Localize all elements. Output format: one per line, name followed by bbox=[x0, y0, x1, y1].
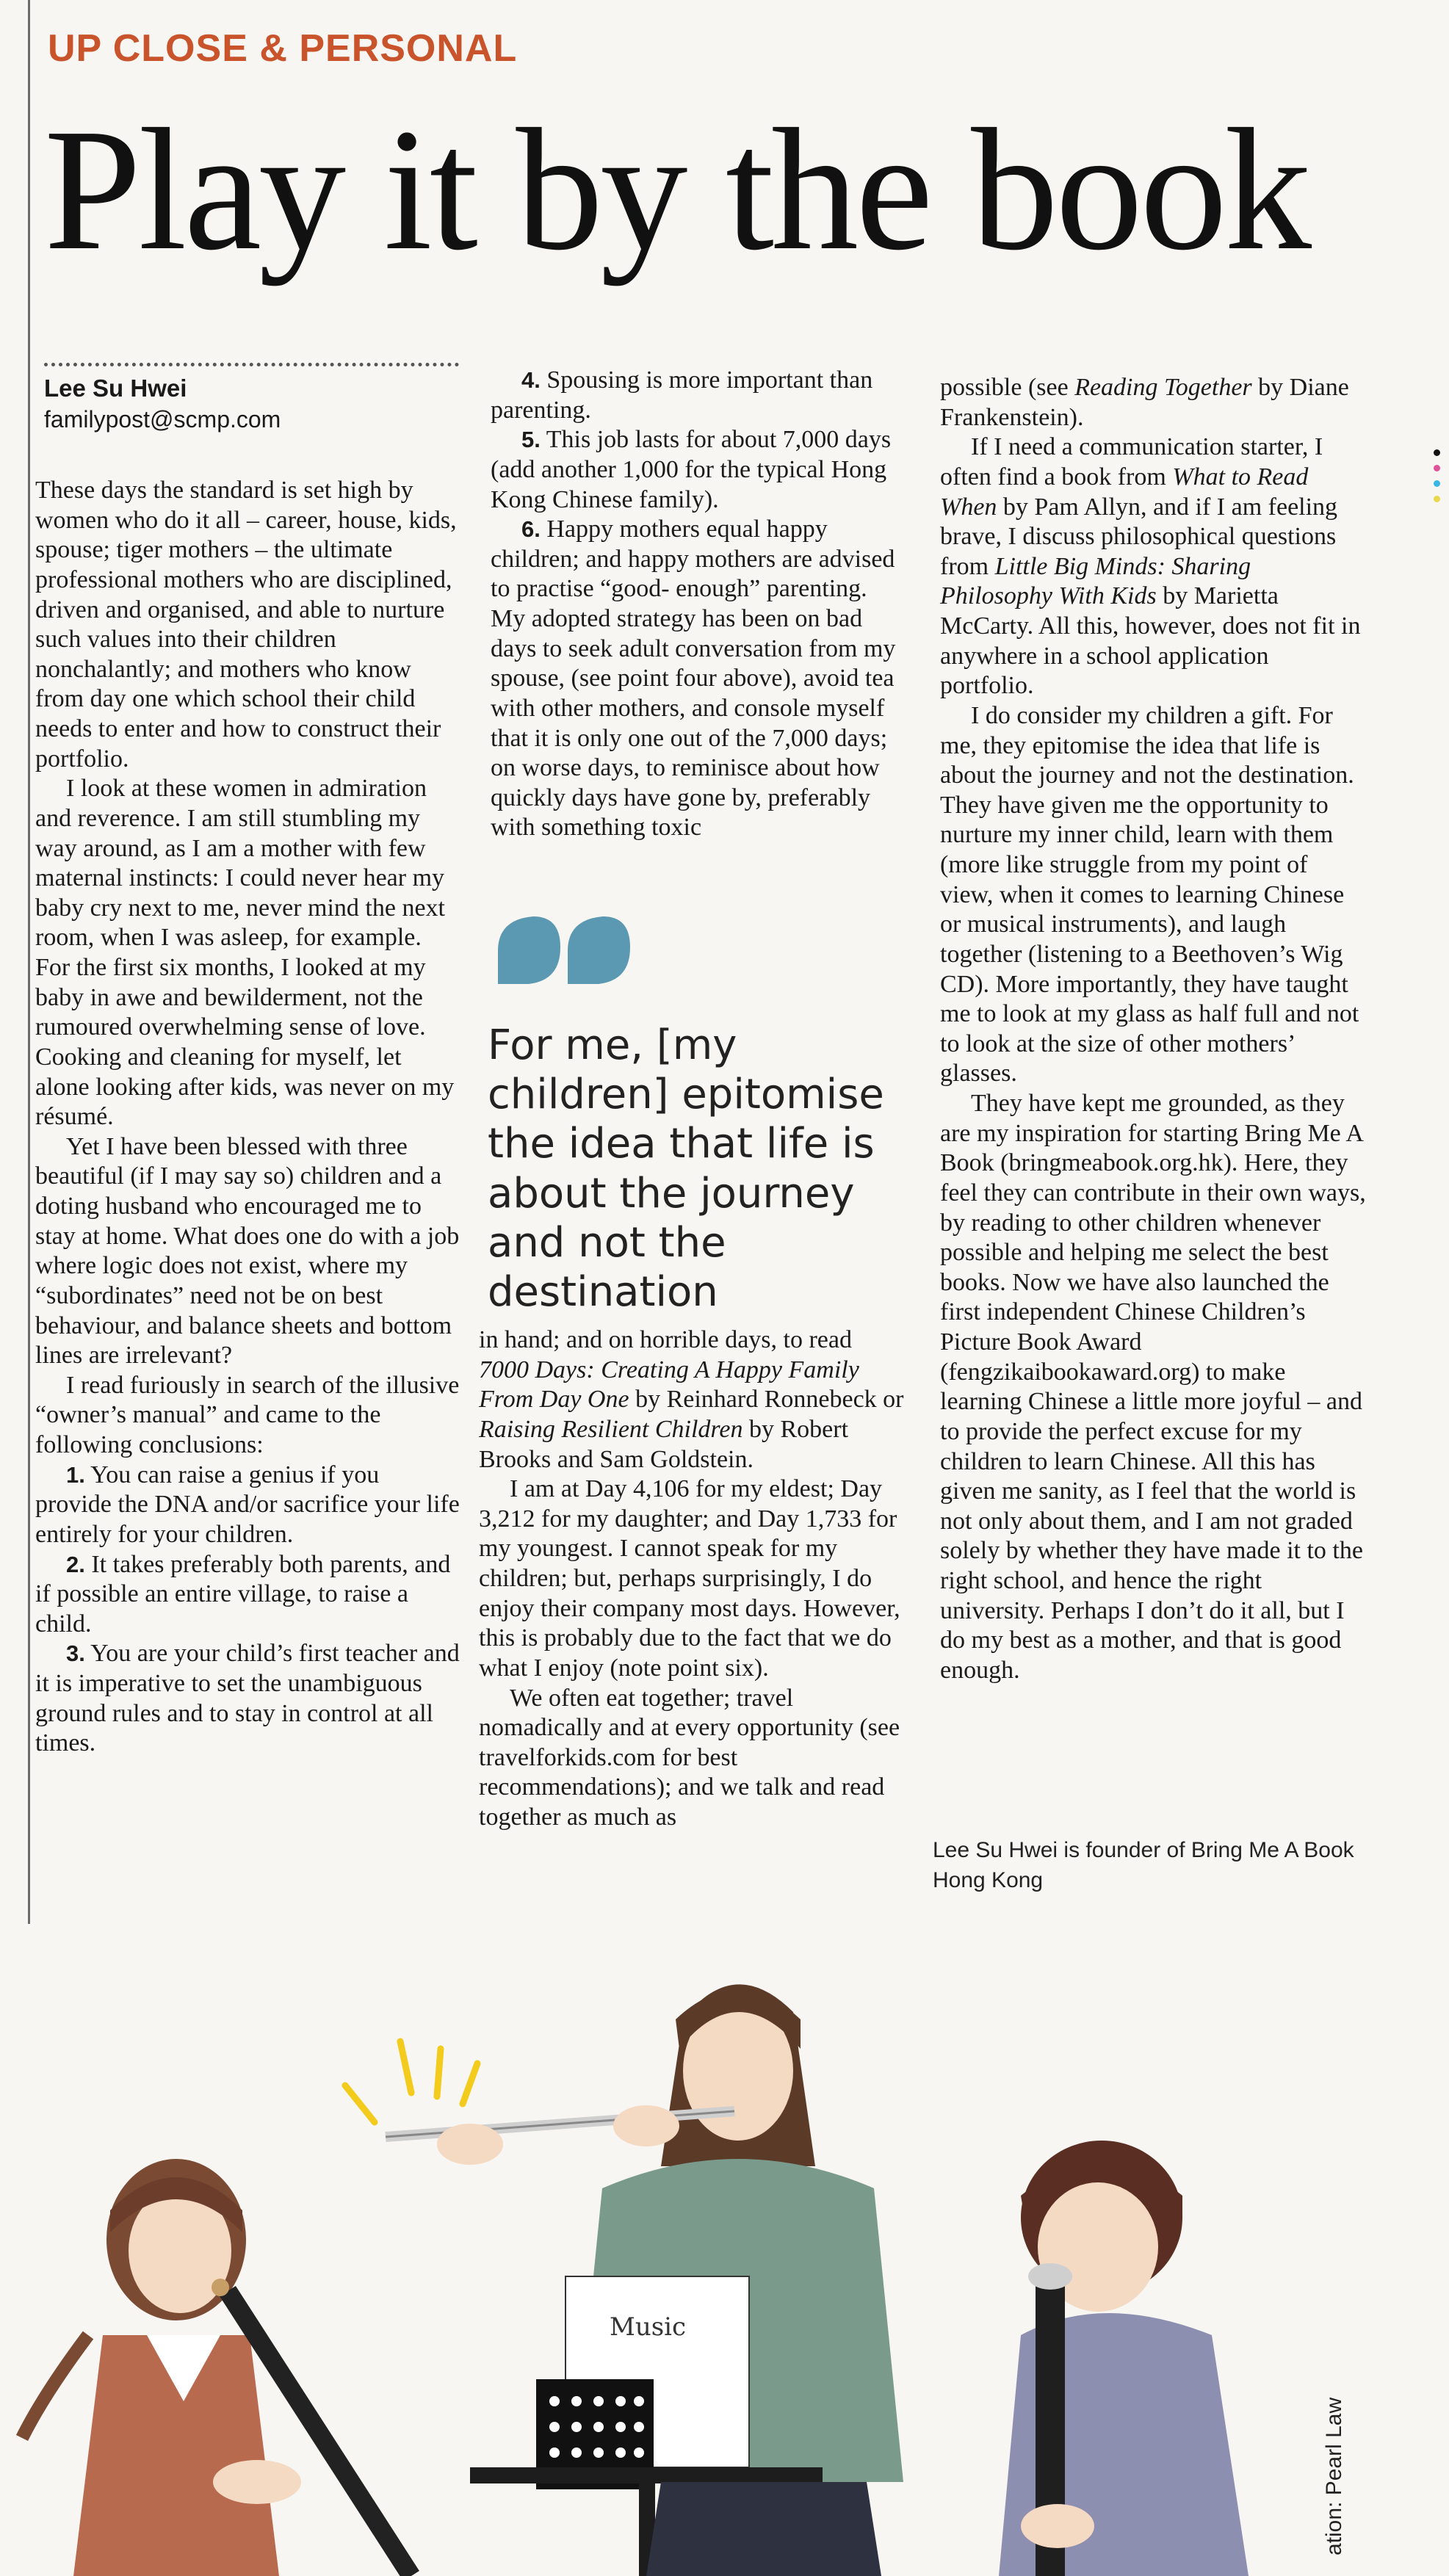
paragraph: I look at these women in admiration and reverence. I am still stumbling my way around, as I am a mother with few maternal instincts: I could never hear my baby cry next to me, never mind the next room, when I was asleep, for example. For the first six months, I looked at my baby in awe and bewilderment, not the rumoured overwhelming sense of love. Cooking and cleaning for myself, let alone looking after kids, was never on my résumé. bbox=[35, 775, 455, 1131]
book-title: Raising Resilient Children bbox=[479, 1415, 743, 1443]
list-item bbox=[35, 1639, 461, 1759]
list-number: 2. bbox=[66, 1551, 85, 1577]
text-run: by Marietta McCarty. All this, however, does not fit in anywhere in a school application portfolio. bbox=[940, 582, 1361, 700]
book-title: 7000 Days: Creating A Happy Family From Day One bbox=[479, 1356, 859, 1414]
author-bio: Lee Su Hwei is founder of Bring Me A Book Hong Kong bbox=[933, 1838, 1354, 1892]
headline: Play it by the book bbox=[44, 93, 1309, 286]
byline-divider bbox=[44, 363, 459, 366]
list-number: 1. bbox=[66, 1461, 85, 1488]
list-text: Spousing is more important than parenting. bbox=[491, 366, 873, 424]
list-item bbox=[35, 1461, 461, 1550]
article-column-1 bbox=[35, 476, 461, 1759]
illustration-children-musicians bbox=[0, 1924, 1449, 2576]
list-number: 5. bbox=[521, 427, 541, 453]
music-sheet-label: Music bbox=[610, 2312, 687, 2342]
pull-quote: For me, [my children] epitomise the idea that life is about the journey and not the destination bbox=[488, 1021, 884, 1316]
list-text: It takes preferably both parents, and if possible an entire village, to raise a child. bbox=[35, 1550, 451, 1638]
list-text: You can raise a genius if you provide the DNA and/or sacrifice your life entirely for your children. bbox=[35, 1461, 460, 1548]
list-item bbox=[491, 366, 902, 425]
byline-author: Lee Su Hwei bbox=[44, 375, 187, 402]
girl-flute-figure bbox=[345, 1984, 903, 2576]
section-tag: UP CLOSE & PERSONAL bbox=[48, 27, 518, 70]
text-run: by Pam Allyn, and if I am feeling brave, I discuss philosophical questions from bbox=[940, 493, 1338, 580]
boy-clarinet-figure bbox=[999, 2141, 1249, 2576]
text-run: in hand; and on horrible days, to read bbox=[479, 1326, 852, 1353]
registration-marks bbox=[1434, 441, 1444, 511]
paragraph bbox=[940, 373, 1366, 433]
text-run: possible (see bbox=[940, 374, 1075, 401]
list-text: This job lasts for about 7,000 days (add another 1,000 for the typical Hong Kong Chinese family). bbox=[491, 426, 892, 513]
list-number: 4. bbox=[521, 367, 541, 393]
girl-clarinet-figure bbox=[22, 2159, 411, 2576]
illustration-credit: ation: Pearl Law bbox=[1322, 2397, 1346, 2555]
list-text: You are your child’s first teacher and it is imperative to set the unambiguous ground rules and to stay in control at all times. bbox=[35, 1640, 460, 1757]
text-run: by Diane Frankenstein). bbox=[940, 374, 1349, 431]
quote-mark-icon bbox=[491, 911, 637, 991]
paragraph bbox=[479, 1325, 905, 1475]
paragraph: I do consider my children a gift. For me, they epitomise the idea that life is about the journey and not the destination. They have given me the opportunity to nurture my inner child, learn with them (more like struggle from my point of view, when it comes to learning Chinese or musical instruments), and laugh together (listening to a Beethoven’s Wig CD). More importantly, they have taught me to look at my glass as half full and not to look at the size of other mothers’ glasses. bbox=[940, 701, 1359, 1088]
text-run: by Robert Brooks and Sam Goldstein. bbox=[479, 1415, 849, 1473]
text-run: by Reinhard Ronnebeck or bbox=[629, 1386, 904, 1414]
paragraph: We often eat together; travel nomadically and at every opportunity (see travelforkids.com for best recommendations); and we talk and read together as much as bbox=[479, 1684, 900, 1831]
paragraph: Yet I have been blessed with three beautiful (if I may say so) children and a doting husband who encouraged me to stay at home. What does one do with a job where logic does not exist, where my “subordinates” need not be on best behaviour, and balance sheets and bottom lines are irrelevant? bbox=[35, 1132, 460, 1370]
list-item bbox=[491, 425, 902, 515]
book-title: Little Big Minds: Sharing Philosophy With Kids bbox=[940, 552, 1251, 610]
paragraph: I read furiously in search of the illusive “owner’s manual” and came to the following conclusions: bbox=[35, 1371, 460, 1458]
list-number: 3. bbox=[66, 1640, 85, 1667]
article-column-3 bbox=[940, 373, 1366, 1686]
paragraph: I am at Day 4,106 for my eldest; Day 3,212 for my daughter; and Day 1,733 for my youngest. I cannot speak for my children; but, perhaps surprisingly, I do enjoy their company most days. However, this is probably due to the fact that we do what I enjoy (note point six). bbox=[479, 1475, 900, 1682]
paragraph bbox=[940, 433, 1366, 701]
book-title: What to Read When bbox=[940, 463, 1309, 521]
article-column-2-bottom bbox=[479, 1325, 905, 1833]
byline-email[interactable]: familypost@scmp.com bbox=[44, 406, 281, 433]
paragraph: These days the standard is set high by women who do it all – career, house, kids, spouse; tiger mothers – the ultimate professional mothers who are disciplined, driven and organised, and able to nurture such values into their children nonchalantly; and mothers who know from day one which school their child needs to enter and how to construct their portfolio. bbox=[35, 477, 457, 773]
book-title: Reading Together bbox=[1074, 374, 1252, 401]
list-number: 6. bbox=[521, 516, 541, 543]
paragraph: They have kept me grounded, as they are my inspiration for starting Bring Me A Book (bringmeabook.org.hk). Here, they feel they can contribute in their own ways, by reading to other children whenever possible and helping me select the best books. Now we have also launched the first independent Chinese Children’s Picture Book Award (fengzikaibookaward.org) to make learning Chinese a little more joyful – and to provide the perfect excuse for my children to learn Chinese. All this has given me sanity, as I feel that the world is not only about them, and I am not graded solely by whether they have made it to the right school, and hence the right university. Perhaps I don’t do it all, but I do my best as a mother, and that is good enough. bbox=[940, 1090, 1366, 1684]
list-text: Happy mothers equal happy children; and happy mothers are advised to practise “good- enough” parenting. My adopted strategy has been on bad days to seek adult conversation from my spouse, (see point four above), avoid tea with other mothers, and console myself that it is only one out of the 7,000 days; on worse days, to reminisce about how quickly days have gone by, preferably with something toxic bbox=[491, 515, 896, 842]
list-item bbox=[491, 515, 902, 843]
article-column-2-top bbox=[491, 366, 902, 843]
column-rule bbox=[28, 0, 30, 1924]
text-run: If I need a communication starter, I often find a book from bbox=[940, 433, 1323, 491]
list-item bbox=[35, 1550, 461, 1640]
